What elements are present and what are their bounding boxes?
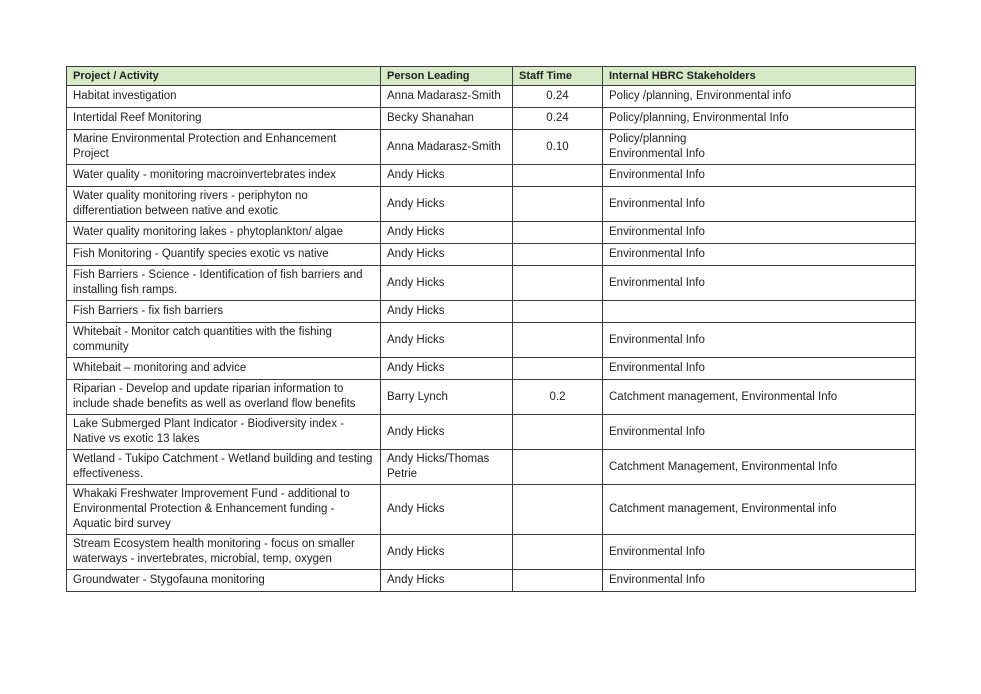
table-row (67, 301, 916, 323)
table-row (67, 358, 916, 380)
table-body (67, 86, 916, 592)
cell-staff-time (513, 165, 603, 187)
cell-person: Andy Hicks (381, 358, 513, 380)
stakeholders-line-1: Policy/planning (609, 133, 687, 145)
cell-stakeholders: Policy/planning, Environmental Info (603, 108, 916, 130)
cell-staff-time (513, 485, 603, 535)
table-row (67, 244, 916, 266)
cell-stakeholders (603, 130, 916, 165)
cell-project: Whitebait - Monitor catch quantities with the fishing community (67, 323, 381, 358)
cell-staff-time (513, 301, 603, 323)
cell-person: Andy Hicks (381, 485, 513, 535)
cell-project: Habitat investigation (67, 86, 381, 108)
cell-stakeholders: Environmental Info (603, 535, 916, 570)
cell-project: Whakaki Freshwater Improvement Fund - additional to Environmental Protection & Enhancement funding - Aquatic bird survey (67, 485, 381, 535)
cell-stakeholders (603, 301, 916, 323)
table-row (67, 266, 916, 301)
cell-staff-time: 0.2 (513, 380, 603, 415)
table-row (67, 222, 916, 244)
cell-stakeholders: Environmental Info (603, 222, 916, 244)
header-project: Project / Activity (67, 67, 381, 86)
cell-stakeholders: Environmental Info (603, 323, 916, 358)
cell-staff-time (513, 187, 603, 222)
cell-person: Becky Shanahan (381, 108, 513, 130)
table-row (67, 86, 916, 108)
cell-staff-time (513, 266, 603, 301)
cell-person: Andy Hicks (381, 187, 513, 222)
cell-stakeholders: Environmental Info (603, 266, 916, 301)
cell-person: Anna Madarasz-Smith (381, 130, 513, 165)
cell-staff-time: 0.24 (513, 86, 603, 108)
cell-project: Fish Monitoring - Quantify species exotic vs native (67, 244, 381, 266)
cell-staff-time (513, 450, 603, 485)
cell-person: Andy Hicks (381, 323, 513, 358)
cell-person: Andy Hicks (381, 301, 513, 323)
table-row (67, 415, 916, 450)
header-person: Person Leading (381, 67, 513, 86)
cell-person: Andy Hicks (381, 266, 513, 301)
cell-stakeholders: Environmental Info (603, 244, 916, 266)
cell-person: Andy Hicks (381, 165, 513, 187)
projects-table (66, 66, 916, 592)
cell-project: Riparian - Develop and update riparian information to include shade benefits as well as overland flow benefits (67, 380, 381, 415)
header-staff-time: Staff Time (513, 67, 603, 86)
table-row (67, 535, 916, 570)
cell-stakeholders: Catchment management, Environmental Info (603, 380, 916, 415)
cell-project: Whitebait – monitoring and advice (67, 358, 381, 380)
cell-project: Water quality - monitoring macroinvertebrates index (67, 165, 381, 187)
cell-stakeholders: Environmental Info (603, 415, 916, 450)
cell-staff-time (513, 535, 603, 570)
cell-staff-time (513, 323, 603, 358)
cell-person: Andy Hicks/Thomas Petrie (381, 450, 513, 485)
table-row (67, 323, 916, 358)
cell-project: Groundwater - Stygofauna monitoring (67, 570, 381, 592)
cell-project: Wetland - Tukipo Catchment - Wetland building and testing effectiveness. (67, 450, 381, 485)
cell-staff-time (513, 222, 603, 244)
cell-person: Andy Hicks (381, 415, 513, 450)
cell-project: Lake Submerged Plant Indicator - Biodiversity index - Native vs exotic 13 lakes (67, 415, 381, 450)
cell-project: Intertidal Reef Monitoring (67, 108, 381, 130)
cell-staff-time (513, 244, 603, 266)
cell-stakeholders: Policy /planning, Environmental info (603, 86, 916, 108)
cell-stakeholders: Environmental Info (603, 165, 916, 187)
table-row (67, 380, 916, 415)
cell-staff-time (513, 358, 603, 380)
cell-project: Fish Barriers - Science - Identification of fish barriers and installing fish ramps. (67, 266, 381, 301)
cell-project: Marine Environmental Protection and Enhancement Project (67, 130, 381, 165)
cell-person: Andy Hicks (381, 244, 513, 266)
cell-person: Anna Madarasz-Smith (381, 86, 513, 108)
table-row (67, 570, 916, 592)
table-row (67, 485, 916, 535)
cell-project: Fish Barriers - fix fish barriers (67, 301, 381, 323)
cell-person: Andy Hicks (381, 570, 513, 592)
cell-stakeholders: Environmental Info (603, 358, 916, 380)
cell-staff-time (513, 415, 603, 450)
cell-stakeholders: Catchment management, Environmental info (603, 485, 916, 535)
header-row (67, 67, 916, 86)
cell-project: Stream Ecosystem health monitoring - focus on smaller waterways - invertebrates, microbial, temp, oxygen (67, 535, 381, 570)
cell-person: Barry Lynch (381, 380, 513, 415)
cell-project: Water quality monitoring rivers - periphyton no differentiation between native and exotic (67, 187, 381, 222)
cell-staff-time: 0.24 (513, 108, 603, 130)
cell-stakeholders: Environmental Info (603, 187, 916, 222)
cell-person: Andy Hicks (381, 535, 513, 570)
cell-staff-time (513, 570, 603, 592)
cell-staff-time: 0.10 (513, 130, 603, 165)
table-row (67, 130, 916, 165)
cell-stakeholders: Environmental Info (603, 570, 916, 592)
table-row (67, 450, 916, 485)
cell-project: Water quality monitoring lakes - phytoplankton/ algae (67, 222, 381, 244)
header-stakeholders: Internal HBRC Stakeholders (603, 67, 916, 86)
table-row (67, 187, 916, 222)
table-header (67, 67, 916, 86)
cell-stakeholders: Catchment Management, Environmental Info (603, 450, 916, 485)
table-row (67, 165, 916, 187)
cell-person: Andy Hicks (381, 222, 513, 244)
table-row (67, 108, 916, 130)
stakeholders-line-2: Environmental Info (609, 148, 705, 160)
